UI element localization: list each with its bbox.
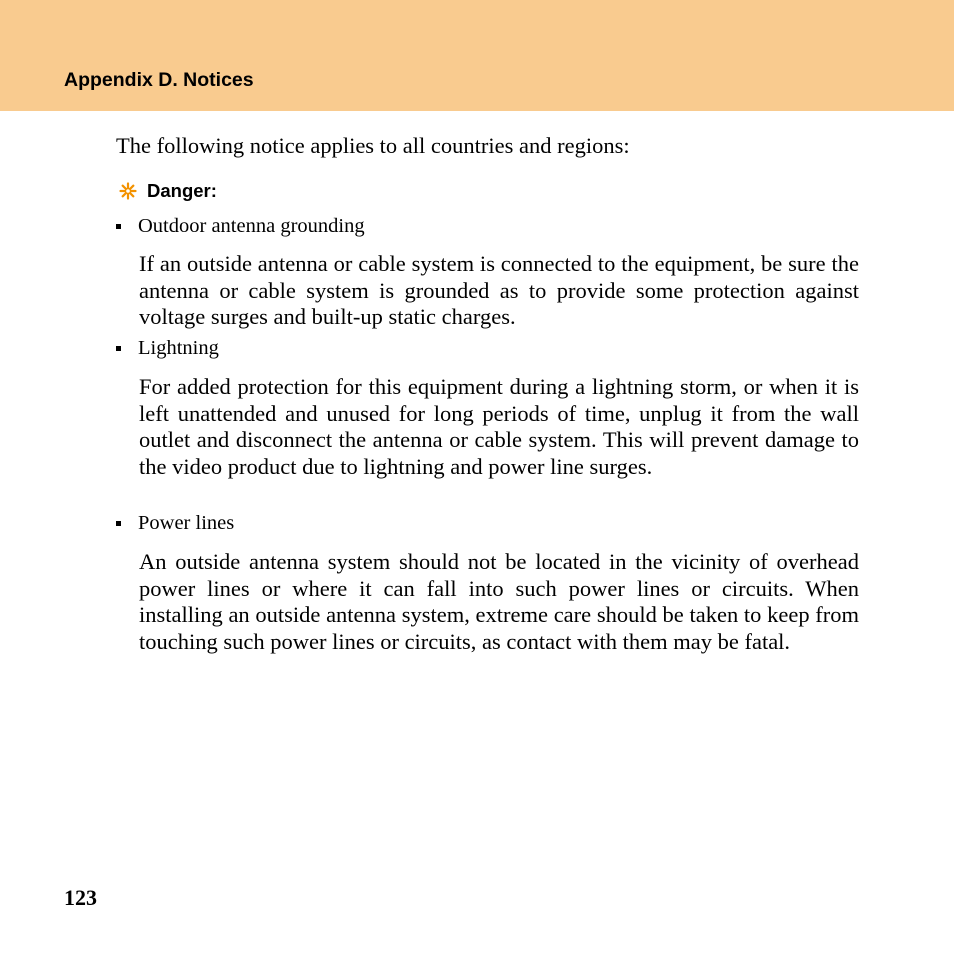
bullet-square-icon — [116, 346, 121, 351]
danger-asterisk-icon — [119, 182, 137, 200]
bullet-label: Lightning — [138, 337, 219, 359]
bullet-item-outdoor-antenna — [116, 215, 365, 238]
danger-heading — [119, 180, 217, 202]
bullet-item-lightning — [116, 337, 219, 360]
bullet-label: Power lines — [138, 512, 235, 534]
bullet-square-icon — [116, 224, 121, 229]
danger-label: Danger: — [147, 180, 217, 201]
bullet-label: Outdoor antenna grounding — [138, 215, 365, 237]
page-header-title: Appendix D. Notices — [64, 69, 254, 91]
paragraph-outdoor-antenna: If an outside antenna or cable system is connected to the equipment, be sure the antenna or cable system is grounded as to provide some protection against voltage surges and built-up static charges. — [139, 251, 859, 329]
paragraph-power-lines: An outside antenna system should not be located in the vicinity of overhead power lines or where it can fall into such power lines or circuits. When installing an outside antenna system, extreme care should be taken to keep from touching such power lines or circuits, as contact with them may be fatal. — [139, 549, 859, 654]
bullet-item-power-lines — [116, 512, 234, 535]
paragraph-lightning: For added protection for this equipment during a lightning storm, or when it is left unattended and unused for long periods of time, unplug it from the wall outlet and disconnect the antenna or cable system. This will prevent damage to the video product due to lightning and power line surges. — [139, 374, 859, 479]
bullet-square-icon — [116, 521, 121, 526]
header-band — [0, 0, 954, 111]
page-number: 123 — [64, 885, 97, 910]
intro-text: The following notice applies to all countries and regions: — [116, 133, 630, 158]
